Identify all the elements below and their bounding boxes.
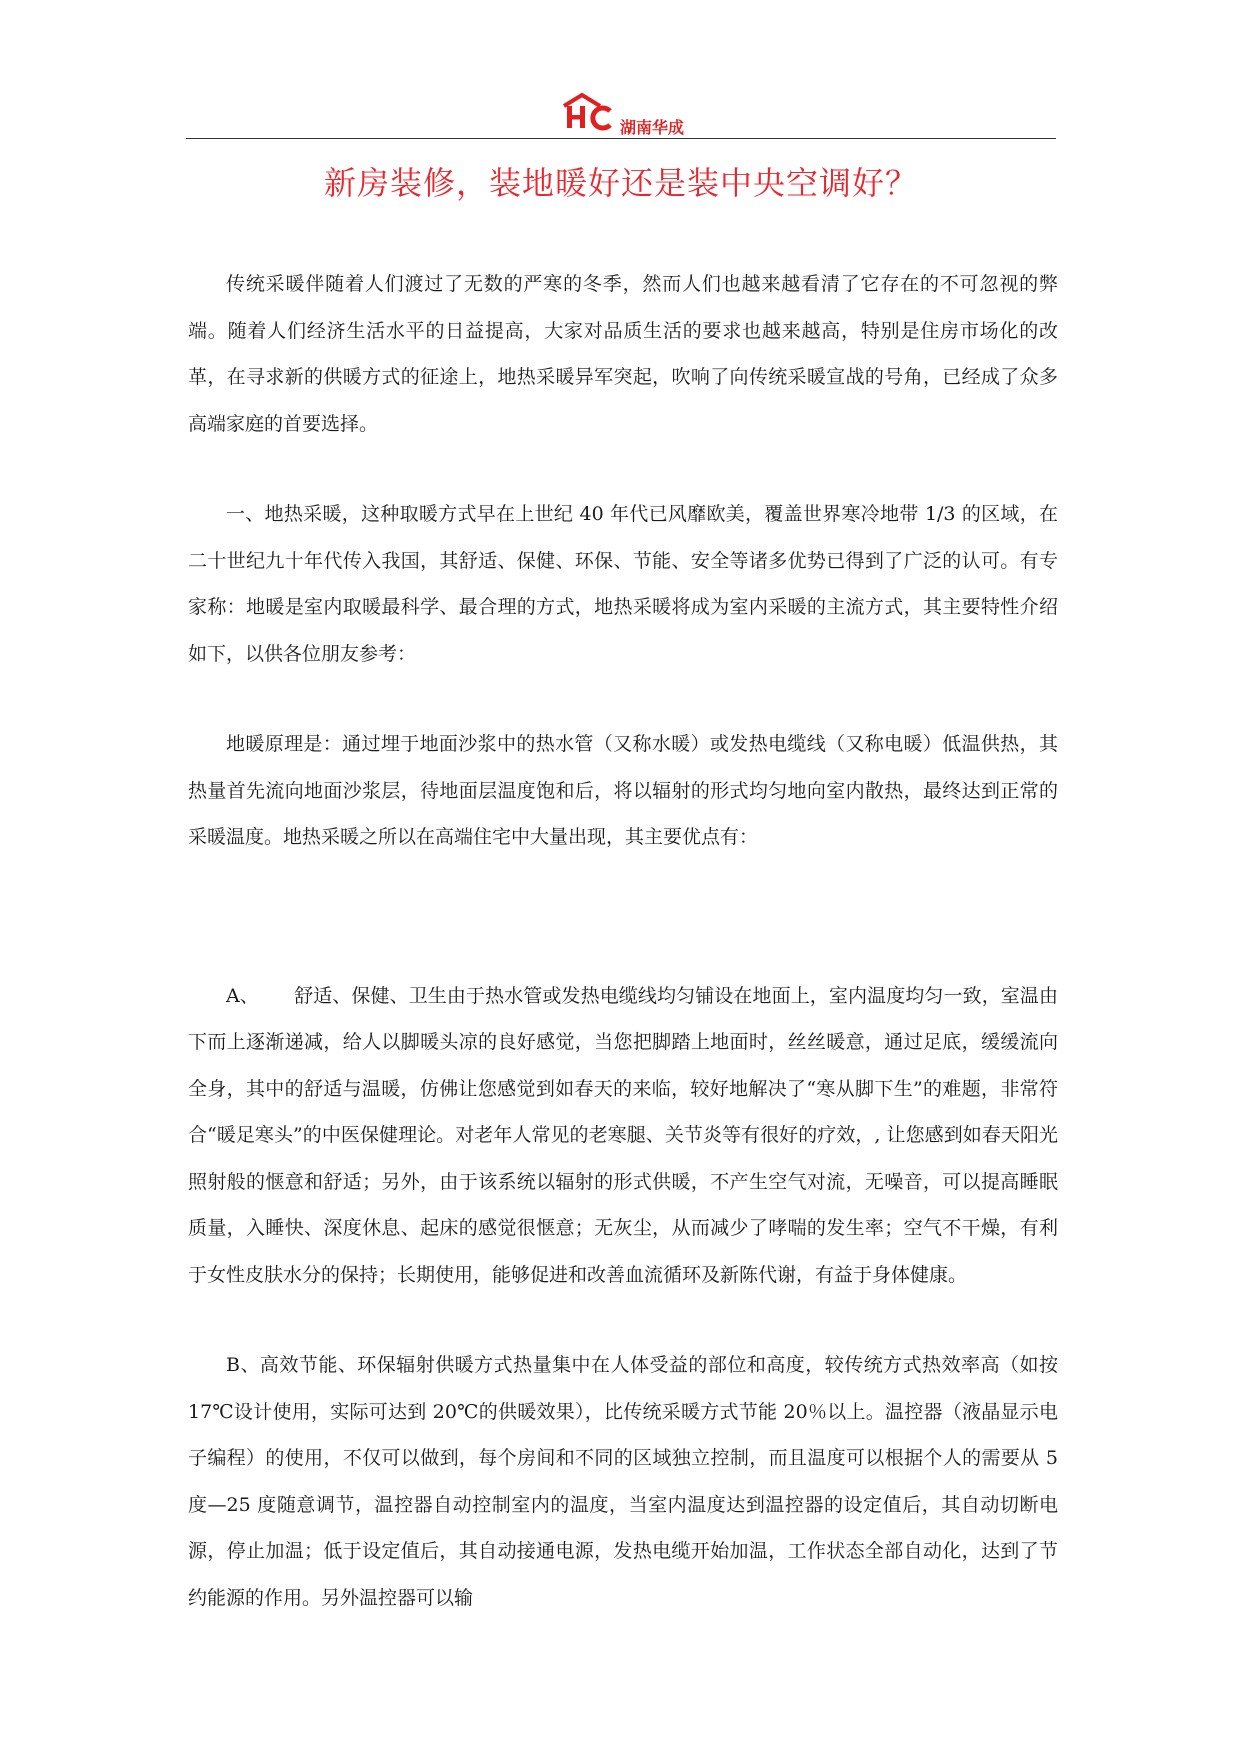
brand-name: 湖南华成 [620,118,685,137]
point-a-text: 舒适、保健、卫生由于热水管或发热电缆线均匀铺设在地面上，室内温度均匀一致，室温由下而上逐渐递减，给人以脚暖头凉的良好感觉，当您把脚踏上地面时，丝丝暖意，通过足底，缓缓流向全身，其中的舒适与温暖，仿佛让您感觉到如春天的来临，较好地解决了“寒从脚下生”的难题，非常符合“暖足寒头”的中医保健理论。对老年人常见的老寒腿、关节炎等有很好的疗效，, 让您感到如春天阳光照射般的惬意和舒适；另外，由于该系统以辐射的形式供暖，不产生空气对流，无噪音，可以提高睡眠质量，入睡快、深度休息、起床的感觉很惬意；无灰尘，从而减少了哮喘的发生率；空气不干燥，有利于女性皮肤水分的保持；长期使用，能够促进和改善血流循环及新陈代谢，有益于身体健康。 [188,984,1058,1286]
paragraph-principle: 地暖原理是：通过埋于地面沙浆中的热水管（又称水暖）或发热电缆线（又称电暖）低温供热，其热量首先流向地面沙浆层，待地面层温度饱和后，将以辐射的形式均匀地向室内散热，最终达到正常的采暖温度。地热采暖之所以在高端住宅中大量出现，其主要优点有： [188,733,1058,848]
paragraph-point-a [188,973,1058,1299]
hc-logo-icon [558,92,614,132]
paragraph-point-b: B、高效节能、环保辐射供暖方式热量集中在人体受益的部位和高度，较传统方式热效率高（如按 17℃设计使用，实际可达到 20℃的供暖效果），比传统采暖方式节能 20％以上。温控器（液晶显示电子编程）的使用，不仅可以做到，每个房间和不同的区域独立控制，而且温度可以根据个人的需要从 5 度—25 度随意调节，温控器自动控制室内的温度，当室内温度达到温控器的设定值后，其自动切断电源，停止加温；低于设定值后，其自动接通电源，发热电缆开始加温，工作状态全部自动化，达到了节约能源的作用。另外温控器可以输 [188,1354,1058,1609]
paragraph-intro: 传统采暖伴随着人们渡过了无数的严寒的冬季，然而人们也越来越看清了它存在的不可忽视的弊端。随着人们经济生活水平的日益提高，大家对品质生活的要求也越来越高，特别是住房市场化的改革，在寻求新的供暖方式的征途上，地热采暖异军突起，吹响了向传统采暖宣战的号角，已经成了众多高端家庭的首要选择。 [188,273,1058,435]
paragraph-section-1: 一、地热采暖，这种取暖方式早在上世纪 40 年代已风靡欧美，覆盖世界寒冷地带 1/3 的区域，在二十世纪九十年代传入我国，其舒适、保健、环保、节能、安全等诸多优势已得到了广泛的认可。有专家称：地暖是室内取暖最科学、最合理的方式，地热采暖将成为室内采暖的主流方式，其主要特性介绍如下，以供各位朋友参考： [188,503,1058,665]
header-divider [186,138,1056,139]
page-header [186,88,1056,140]
page-title: 新房装修，装地暖好还是装中央空调好？ [323,164,918,202]
article-body [188,261,1058,1621]
point-a-marker: A、 [226,984,259,1007]
